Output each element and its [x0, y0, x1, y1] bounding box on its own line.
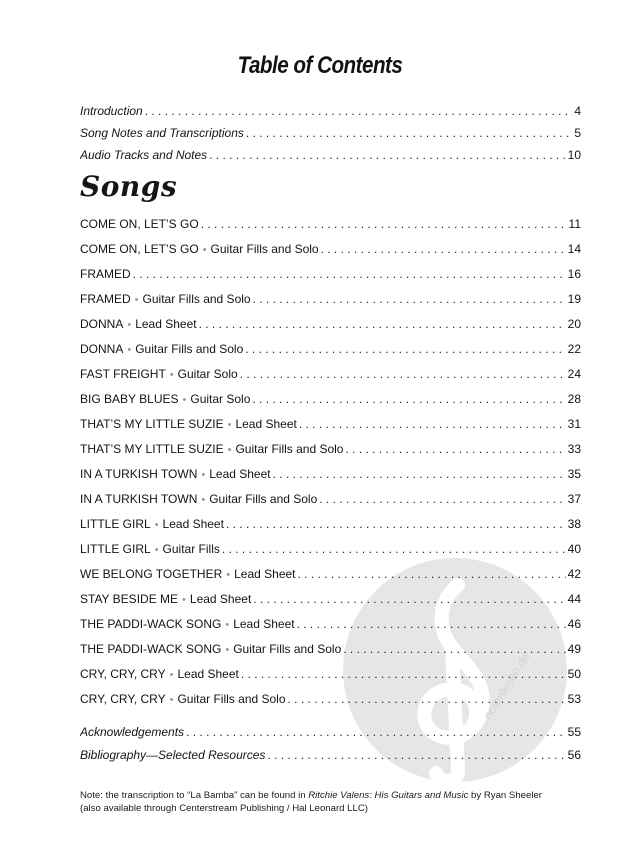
- toc-entry-subtitle: Lead Sheet: [189, 592, 252, 606]
- toc-entry-label: [80, 342, 245, 357]
- toc-entry-title: COME ON, LET’S GO: [80, 217, 199, 231]
- dot-leader: [133, 267, 566, 282]
- toc-entry-subtitle: Lead Sheet: [233, 617, 295, 631]
- toc-entry-subtitle: Lead Sheet: [234, 567, 296, 581]
- page-number: 11: [568, 217, 581, 231]
- bullet-icon: •: [169, 669, 174, 681]
- toc-entry-title: THAT’S MY LITTLE SUZIE: [80, 442, 224, 456]
- toc-entry-title: THE PADDI-WACK SONG: [80, 642, 222, 656]
- toc-entry-title: FRAMED: [80, 292, 131, 306]
- page-number: 50: [567, 667, 581, 681]
- toc-entry-title: LITTLE GIRL: [80, 517, 151, 531]
- toc-entry-subtitle: Lead Sheet: [235, 417, 297, 431]
- toc-entry-song[interactable]: [80, 467, 581, 482]
- dot-leader: [253, 592, 565, 607]
- footnote-line2: (also available through Centerstream Publishing / Hal Leonard LLC): [80, 803, 368, 814]
- page-number: 35: [567, 467, 581, 481]
- toc-entry-title: IN A TURKISH TOWN: [80, 492, 198, 506]
- toc-entry-song[interactable]: [80, 592, 581, 607]
- page-number: 37: [567, 492, 581, 506]
- toc-entry-label: [80, 126, 246, 141]
- dot-leader: [201, 217, 567, 232]
- bullet-icon: •: [127, 344, 132, 356]
- dot-leader: [299, 417, 566, 432]
- dot-leader: [253, 292, 566, 307]
- dot-leader: [297, 617, 566, 632]
- footnote-book-title: Ritchie Valens: His Guitars and Music: [308, 790, 469, 801]
- toc-entry-label: [80, 492, 319, 507]
- toc-entry-title: FAST FREIGHT: [80, 367, 166, 381]
- toc-entry-title: DONNA: [80, 317, 124, 331]
- toc-entry-label: [80, 642, 343, 657]
- dot-leader: [186, 725, 566, 740]
- toc-entry-label: [80, 467, 273, 482]
- toc-entry-title: LITTLE GIRL: [80, 542, 151, 556]
- toc-entry-label: [80, 542, 222, 557]
- page-number: 40: [567, 542, 581, 556]
- toc-entry-title: THE PADDI-WACK SONG: [80, 617, 222, 631]
- toc-entry-front[interactable]: [80, 148, 581, 163]
- footnote-prefix: Note: the transcription to “La Bamba” can be found in: [80, 790, 309, 801]
- toc-entry-song[interactable]: [80, 417, 581, 432]
- page-number: 19: [567, 292, 581, 306]
- toc-entry-title: CRY, CRY, CRY: [80, 667, 166, 681]
- dot-leader: [209, 148, 565, 163]
- toc-entry-title: STAY BESIDE ME: [80, 592, 179, 606]
- toc-entry-label: [80, 592, 253, 607]
- toc-entry-song[interactable]: [80, 292, 581, 307]
- toc-entry-label: [80, 217, 201, 232]
- bullet-icon: •: [201, 494, 206, 506]
- page-number: 4: [574, 104, 581, 118]
- footnote-suffix: by Ryan Sheeler: [468, 790, 542, 801]
- toc-entry-label: [80, 748, 267, 763]
- dot-leader: [240, 367, 566, 382]
- dot-leader: [222, 542, 566, 557]
- toc-entry-song[interactable]: [80, 442, 581, 457]
- toc-entry-song[interactable]: [80, 392, 581, 407]
- toc-entry-subtitle: Guitar Solo: [177, 367, 238, 381]
- page-number: 38: [567, 517, 581, 531]
- toc-entry-subtitle: Guitar Solo: [190, 392, 251, 406]
- toc-entry-song[interactable]: [80, 267, 581, 282]
- bullet-icon: •: [169, 694, 174, 706]
- toc-entry-label: [80, 667, 241, 682]
- toc-entry-label: [80, 242, 321, 257]
- dot-leader: [321, 242, 566, 257]
- page-number: 10: [567, 148, 581, 162]
- toc-entry-title: COME ON, LET’S GO: [80, 242, 199, 256]
- bullet-icon: •: [226, 569, 231, 581]
- toc-entry-title: IN A TURKISH TOWN: [80, 467, 198, 481]
- toc-entry-back[interactable]: [80, 748, 581, 763]
- dot-leader: [145, 104, 573, 119]
- toc-entry-subtitle: Guitar Fills and Solo: [135, 342, 244, 356]
- toc-entry-label: [80, 567, 298, 582]
- toc-entry-title: DONNA: [80, 342, 124, 356]
- toc-entry-label: [80, 725, 186, 740]
- bullet-icon: •: [225, 644, 230, 656]
- toc-entry-back[interactable]: [80, 725, 581, 740]
- bullet-icon: •: [134, 294, 139, 306]
- page-number: 56: [567, 748, 581, 762]
- bullet-icon: •: [202, 244, 207, 256]
- toc-entry-song[interactable]: [80, 342, 581, 357]
- toc-entry-title: THAT’S MY LITTLE SUZIE: [80, 417, 224, 431]
- bullet-icon: •: [154, 544, 159, 556]
- toc-entry-label: [80, 517, 226, 532]
- page-number: 24: [567, 367, 581, 381]
- page-number: 53: [567, 692, 581, 706]
- page-number: 49: [567, 642, 581, 656]
- page-number: 31: [567, 417, 581, 431]
- page-number: 55: [567, 725, 581, 739]
- toc-entry-title: Song Notes and Transcriptions: [80, 126, 244, 140]
- bullet-icon: •: [154, 519, 159, 531]
- toc-entry-title: FRAMED: [80, 267, 131, 281]
- toc-entry-title: Bibliography—Selected Resources: [80, 748, 266, 762]
- toc-entry-label: [80, 148, 209, 163]
- toc-entry-label: [80, 392, 252, 407]
- dot-leader: [345, 442, 565, 457]
- toc-entry-label: [80, 104, 145, 119]
- dot-leader: [319, 492, 565, 507]
- toc-entry-label: [80, 617, 297, 632]
- toc-entry-title: Audio Tracks and Notes: [80, 148, 208, 162]
- toc-entry-song[interactable]: [80, 242, 581, 257]
- toc-entry-song[interactable]: [80, 492, 581, 507]
- toc-entry-song[interactable]: [80, 642, 581, 657]
- toc-entry-subtitle: Lead Sheet: [209, 467, 271, 481]
- toc-entry-song[interactable]: [80, 217, 581, 232]
- toc-entry-song[interactable]: [80, 617, 581, 632]
- dot-leader: [245, 342, 565, 357]
- bullet-icon: •: [182, 594, 186, 606]
- dot-leader: [288, 692, 566, 707]
- dot-leader: [267, 748, 565, 763]
- toc-entry-label: [80, 417, 299, 432]
- songs-heading: Songs: [80, 170, 178, 203]
- toc-entry-front[interactable]: [80, 104, 581, 119]
- toc-entry-title: WE BELONG TOGETHER: [80, 567, 223, 581]
- toc-entry-label: [80, 292, 253, 307]
- toc-entry-subtitle: Guitar Fills and Solo: [235, 442, 344, 456]
- dot-leader: [199, 317, 566, 332]
- toc-entry-subtitle: Guitar Fills: [162, 542, 220, 556]
- page-title: Table of Contents: [237, 52, 403, 79]
- toc-entry-song[interactable]: [80, 317, 581, 332]
- dot-leader: [241, 667, 566, 682]
- toc-entry-song[interactable]: [80, 567, 581, 582]
- page-number: 20: [567, 317, 581, 331]
- toc-entry-label: [80, 367, 240, 382]
- footnote: [80, 789, 580, 815]
- dot-leader: [252, 392, 565, 407]
- toc-entry-subtitle: Guitar Fills and Solo: [233, 642, 342, 656]
- bullet-icon: •: [127, 319, 132, 331]
- toc-entry-label: [80, 442, 345, 457]
- bullet-icon: •: [227, 419, 232, 431]
- page-number: 5: [574, 126, 581, 140]
- page-number: 44: [567, 592, 581, 606]
- toc-entry-subtitle: Guitar Fills and Solo: [177, 692, 286, 706]
- toc-entry-title: Acknowledgements: [80, 725, 185, 739]
- dot-leader: [273, 467, 566, 482]
- bullet-icon: •: [201, 469, 206, 481]
- toc-entry-song[interactable]: [80, 692, 581, 707]
- bullet-icon: •: [227, 444, 232, 456]
- bullet-icon: •: [182, 394, 187, 406]
- page-number: 22: [567, 342, 581, 356]
- toc-entry-label: [80, 317, 199, 332]
- toc-entry-subtitle: Lead Sheet: [177, 667, 239, 681]
- toc-entry-label: [80, 692, 288, 707]
- bullet-icon: •: [169, 369, 174, 381]
- page-number: 28: [567, 392, 581, 406]
- toc-entry-song[interactable]: [80, 367, 581, 382]
- toc-entry-label: [80, 267, 133, 282]
- dot-leader: [226, 517, 566, 532]
- toc-entry-title: CRY, CRY, CRY: [80, 692, 166, 706]
- page-number: 33: [567, 442, 581, 456]
- toc-entry-title: Introduction: [80, 104, 143, 118]
- toc-entry-front[interactable]: [80, 126, 581, 141]
- dot-leader: [343, 642, 565, 657]
- dot-leader: [298, 567, 566, 582]
- page-number: 46: [567, 617, 581, 631]
- toc-entry-subtitle: Guitar Fills and Solo: [142, 292, 251, 306]
- toc-entry-subtitle: Guitar Fills and Solo: [210, 242, 319, 256]
- toc-entry-subtitle: Guitar Fills and Solo: [209, 492, 318, 506]
- toc-entry-subtitle: Lead Sheet: [135, 317, 197, 331]
- toc-entry-subtitle: Lead Sheet: [162, 517, 224, 531]
- toc-entry-song[interactable]: [80, 542, 581, 557]
- page-number: 16: [567, 267, 581, 281]
- page-number: 42: [567, 567, 581, 581]
- page-number: 14: [567, 242, 581, 256]
- watermark-text: notenlesen.de: [480, 650, 533, 722]
- toc-entry-song[interactable]: [80, 517, 581, 532]
- dot-leader: [246, 126, 572, 141]
- toc-entry-title: BIG BABY BLUES: [80, 392, 179, 406]
- toc-entry-song[interactable]: [80, 667, 581, 682]
- bullet-icon: •: [225, 619, 230, 631]
